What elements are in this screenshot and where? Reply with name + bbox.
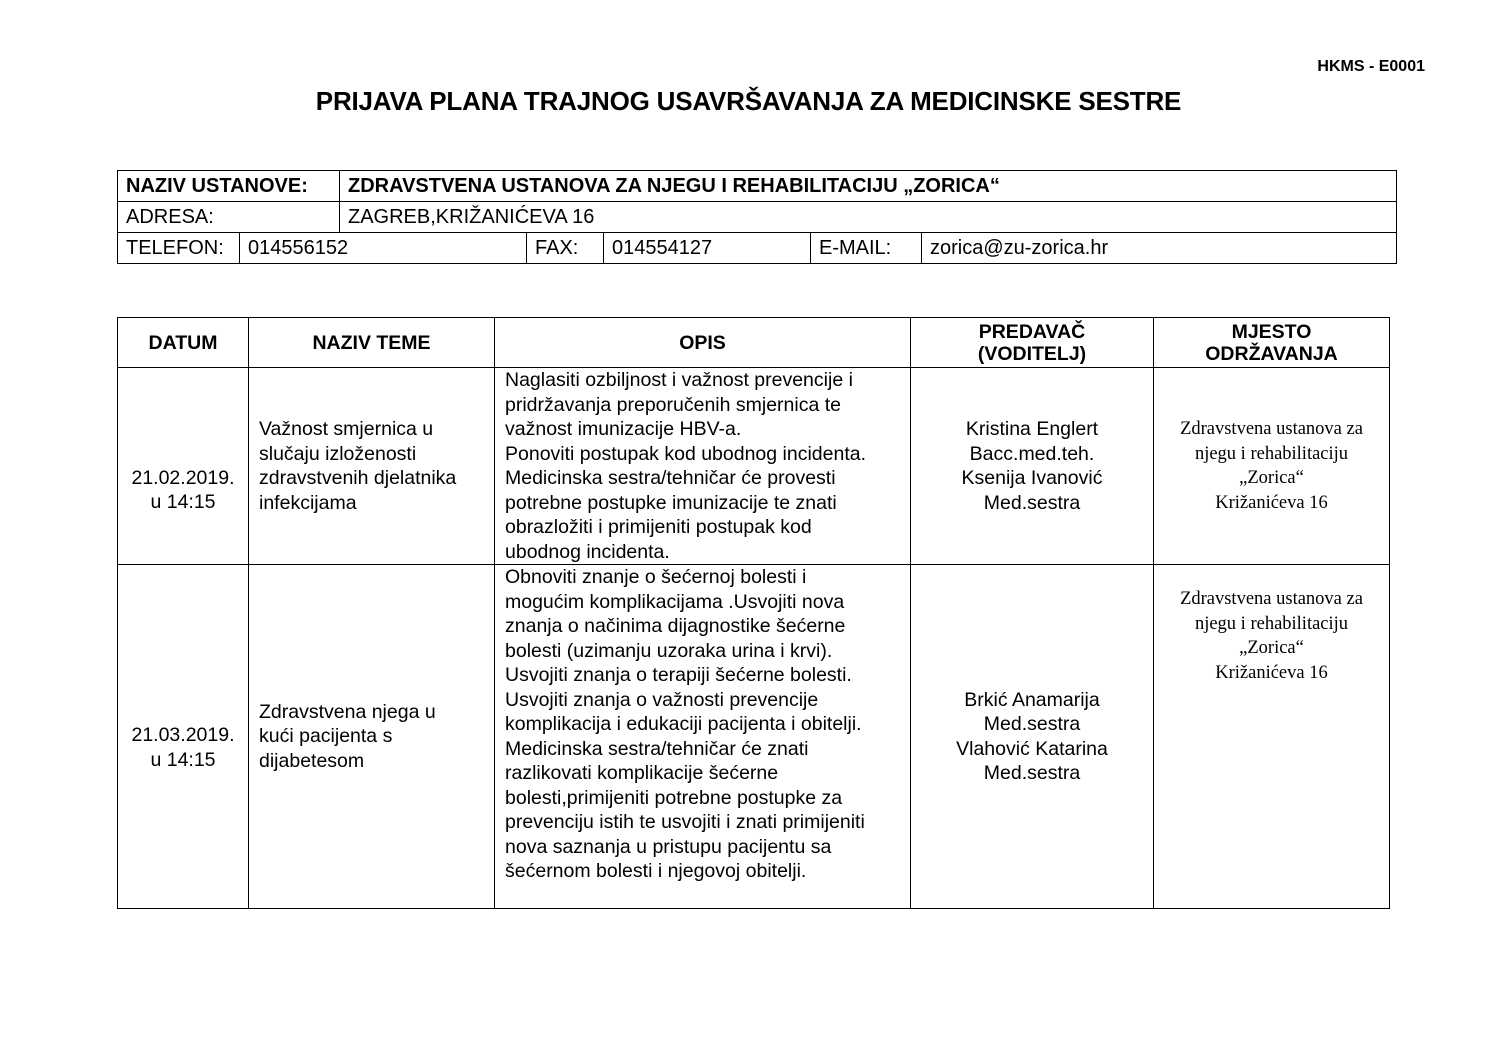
lecturer-line: Ksenija Ivanović: [961, 467, 1103, 489]
description-line: Medicinska sestra/tehničar će znati: [505, 737, 809, 760]
date-line: 21.03.2019.: [131, 724, 235, 746]
email-value: zorica@zu-zorica.hr: [922, 233, 1397, 264]
phone-label: TELEFON:: [118, 233, 240, 264]
description-line: prevenciju istih te usvojiti i znati primijeniti: [505, 811, 865, 833]
description-line: pridržavanja preporučenih smjernica te: [505, 393, 842, 416]
description-line: Usvojiti znanja o važnosti prevencije: [505, 688, 819, 711]
place-line: „Zorica“: [1239, 468, 1304, 488]
description-line: Obnoviti znanje o šećernoj bolesti i: [505, 566, 807, 588]
header-place-line2: ODRŽAVANJA: [1205, 342, 1338, 365]
row-topic: [249, 368, 495, 565]
description-line: Medicinska sestra/tehničar će provesti: [505, 467, 836, 489]
row-place: [1154, 368, 1390, 565]
address-label: ADRESA:: [118, 202, 340, 233]
institution-name-label: NAZIV USTANOVE:: [118, 171, 340, 202]
description-line: bolesti (uzimanju uzoraka urina i krvi).: [505, 639, 833, 662]
description-line: Usvojiti znanja o terapiji šećerne bolesti.: [505, 664, 852, 686]
lecturer-line: Brkić Anamarija: [964, 688, 1100, 711]
topic-line: infekcijama: [259, 491, 357, 514]
row-topic: [249, 565, 495, 909]
description-line: znanja o načinima dijagnostike šećerne: [505, 615, 846, 637]
row-date: [118, 565, 249, 909]
date-line: 21.02.2019.: [131, 466, 235, 489]
place-line: Zdravstvena ustanova za: [1180, 589, 1363, 609]
description-line: važnost imunizacije HBV-a.: [505, 418, 742, 440]
description-line: potrebne postupke imunizacije te znati: [505, 491, 837, 514]
lecturer-line: Med.sestra: [983, 762, 1081, 784]
row-description: [495, 565, 911, 909]
table-row: [118, 368, 1390, 565]
header-place-line1: MJESTO: [1231, 320, 1312, 343]
lecturer-line: Kristina Englert: [965, 418, 1099, 440]
description-line: nova saznanja u pristupu pacijentu sa: [505, 835, 832, 858]
institution-address-row: [118, 202, 1397, 233]
place-line: „Zorica“: [1239, 638, 1304, 658]
table-row: [118, 565, 1390, 909]
description-line: razlikovati komplikacije šećerne: [505, 762, 779, 784]
description-line: Ponoviti postupak kod ubodnog incidenta.: [505, 442, 867, 465]
institution-name-value: ZDRAVSTVENA USTANOVA ZA NJEGU I REHABILITACIJU „ZORICA“: [340, 171, 1397, 202]
description-line: ubodnog incidenta.: [505, 540, 670, 563]
description-line: Naglasiti ozbiljnost i važnost prevencije i: [505, 369, 853, 391]
row-lecturer: [911, 565, 1154, 909]
time-line: u 14:15: [150, 748, 216, 771]
topic-line: Zdravstvena njega u: [259, 700, 436, 723]
place-line: njegu i rehabilitaciju: [1194, 443, 1349, 464]
topic-line: dijabetesom: [259, 749, 365, 772]
header-place: [1154, 318, 1390, 368]
description-line: bolesti,primijeniti potrebne postupke za: [505, 786, 843, 809]
lecturer-line: Med.sestra: [983, 491, 1081, 514]
description-line: mogućim komplikacijama .Usvojiti nova: [505, 590, 845, 613]
lecturer-line: Med.sestra: [983, 713, 1081, 735]
fax-label: FAX:: [527, 233, 604, 264]
lecturer-line: Bacc.med.teh.: [969, 442, 1095, 465]
description-line: šećernom bolesti i njegovoj obitelji.: [505, 860, 807, 882]
topic-line: kući pacijenta s: [259, 725, 393, 748]
institution-name-row: [118, 171, 1397, 202]
header-date: DATUM: [118, 318, 249, 368]
fax-value: 014554127: [604, 233, 811, 264]
email-label: E-MAIL:: [811, 233, 922, 264]
institution-table: [117, 170, 1397, 264]
place-line: Križanićeva 16: [1215, 492, 1328, 513]
row-lecturer: [911, 368, 1154, 565]
header-topic: NAZIV TEME: [249, 318, 495, 368]
time-line: u 14:15: [150, 491, 216, 513]
header-description: OPIS: [495, 318, 911, 368]
phone-value: 014556152: [240, 233, 527, 264]
institution-contact-row: [118, 233, 1397, 264]
description-line: obrazložiti i primijeniti postupak kod: [505, 516, 812, 538]
lecturer-line: Vlahović Katarina: [956, 737, 1108, 760]
topic-line: slučaju izloženosti: [259, 442, 417, 465]
place-line: njegu i rehabilitaciju: [1194, 613, 1349, 634]
topic-line: zdravstvenih djelatnika: [259, 467, 457, 489]
form-code: HKMS - E0001: [1317, 58, 1425, 75]
page-title: PRIJAVA PLANA TRAJNOG USAVRŠAVANJA ZA MEDICINSKE SESTRE: [315, 86, 1182, 116]
place-line: Križanićeva 16: [1215, 662, 1328, 683]
description-line: komplikacija i edukaciji pacijenta i obitelji.: [505, 713, 862, 735]
row-place: [1154, 565, 1390, 909]
header-lecturer-line1: PREDAVAČ: [978, 320, 1086, 343]
row-date: [118, 368, 249, 565]
place-line: Zdravstvena ustanova za: [1180, 419, 1363, 439]
row-description: [495, 368, 911, 565]
plan-header-row: [118, 318, 1390, 368]
education-plan-table: [117, 317, 1390, 909]
header-lecturer: [911, 318, 1154, 368]
topic-line: Važnost smjernica u: [259, 418, 434, 440]
address-value: ZAGREB,KRIŽANIĆEVA 16: [340, 202, 1397, 233]
header-lecturer-line2: (VODITELJ): [977, 342, 1087, 365]
